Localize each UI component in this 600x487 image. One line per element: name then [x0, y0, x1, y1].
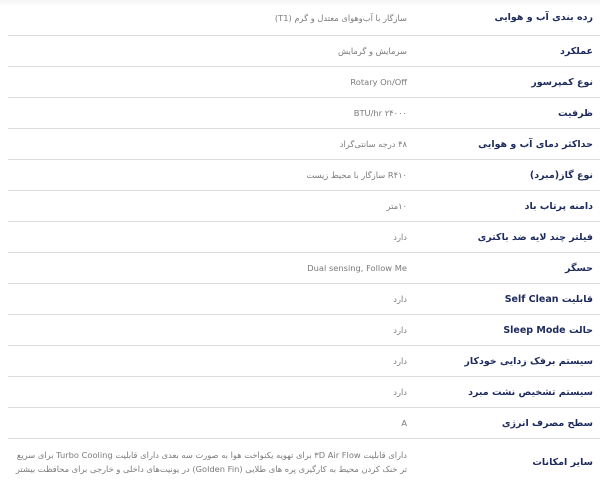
spec-value: دارد: [393, 294, 407, 304]
spec-label: قابلیت Self Clean: [504, 293, 593, 305]
spec-value: BTU/hr ۲۴۰۰۰: [353, 108, 407, 118]
spec-label: سطح مصرف انرژی: [501, 417, 593, 429]
spec-row-other-features: [8, 439, 600, 485]
spec-label: سایر امکانات: [532, 456, 593, 468]
spec-label: دامنه پرتاب باد: [524, 200, 593, 212]
spec-row-sleep-mode: [8, 315, 600, 346]
spec-label: نوع گاز(مبرد): [529, 169, 593, 181]
spec-label: رده بندی آب و هوایی: [494, 12, 593, 23]
spec-value: دارای قابلیت ۳D Air Flow برای تهویه یکنواخت هوا به صورت سه بعدی دارای قابلیت Turbo Cooling برای سریع تر خنک کردن محیط به کارگیری پره های طلایی (Golden Fin) در یونیت‌های داخلی و خارجی برای محافظت بیشتر: [15, 450, 407, 474]
spec-value: ۴۸ درجه سانتی‌گراد: [339, 139, 407, 149]
spec-value: ۱۰متر: [386, 201, 407, 211]
spec-value: دارد: [393, 356, 407, 366]
spec-value: دارد: [393, 387, 407, 397]
spec-row-capacity: [8, 98, 600, 129]
spec-row-refrigerant: [8, 160, 600, 191]
spec-value: Rotary On/Off: [350, 77, 407, 87]
spec-value: A: [401, 418, 407, 428]
spec-row-auto-defrost: [8, 346, 600, 377]
spec-label: نوع کمپرسور: [531, 76, 593, 88]
spec-value: دارد: [393, 232, 407, 242]
spec-value: سازگار با آب‌وهوای معتدل و گرم (T1): [274, 12, 407, 23]
spec-row-max-temperature: [8, 129, 600, 160]
spec-label: فیلتر چند لایه ضد باکتری: [477, 231, 593, 243]
spec-row-compressor: [8, 67, 600, 98]
spec-value: Dual sensing, Follow Me: [307, 263, 407, 273]
spec-label: سیستم تشخیص نشت مبرد: [468, 386, 593, 398]
spec-row-sensor: [8, 253, 600, 284]
spec-row-leak-detection: [8, 377, 600, 408]
spec-value: سرمایش و گرمایش: [337, 46, 407, 56]
spec-row-function: [8, 36, 600, 67]
spec-label: عملکرد: [559, 45, 593, 57]
spec-row-energy-class: [8, 408, 600, 439]
spec-row-climate-class: [8, 0, 600, 36]
spec-row-filter: [8, 222, 600, 253]
specifications-table: [8, 0, 600, 485]
spec-row-air-throw: [8, 191, 600, 222]
spec-label: حداکثر دمای آب و هوایی: [478, 138, 593, 150]
spec-label: ظرفیت: [557, 107, 593, 119]
spec-label: حالت Sleep Mode: [503, 324, 593, 336]
spec-row-self-clean: [8, 284, 600, 315]
spec-value: R۴۱۰ سازگار با محیط زیست: [306, 170, 407, 180]
spec-value: دارد: [393, 325, 407, 335]
spec-label: حسگر: [565, 262, 593, 274]
spec-label: سیستم برفک زدایی خودکار: [464, 355, 593, 367]
